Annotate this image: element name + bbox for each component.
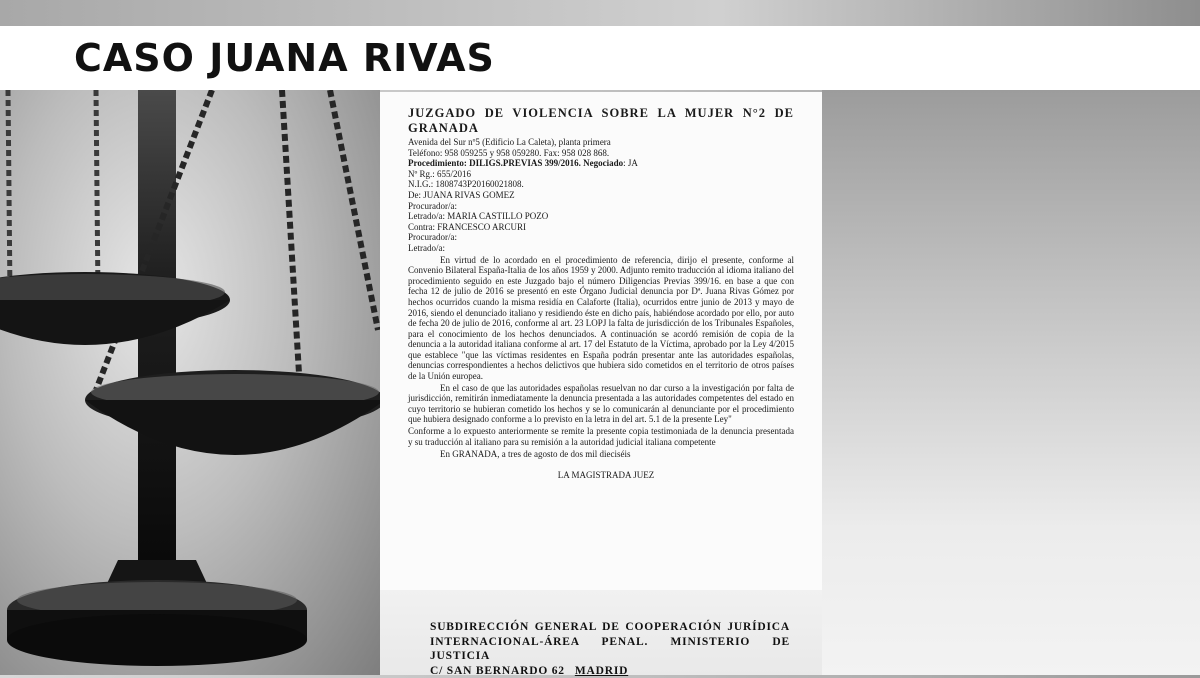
body-paragraph-3: Conforme a lo expuesto anteriormente se remite la presente copia testimoniada de la denuncia presentada y su traducción al italiano para su remisión a la autoridad judicial italiana competente — [408, 426, 794, 447]
chain-left-outer — [8, 90, 10, 295]
court-document — [380, 92, 822, 590]
recipient-line3 — [430, 664, 790, 678]
recipient-line2: INTERNACIONAL-ÁREA PENAL. MINISTERIO DE JUSTICIA — [430, 635, 790, 664]
court-phone: Teléfono: 958 059255 y 958 059280. Fax: 958 028 868. — [408, 148, 794, 159]
recipient-street: C/ SAN BERNARDO 62 — [430, 665, 565, 677]
chain-right-3 — [330, 90, 378, 330]
recipient-line1: SUBDIRECCIÓN GENERAL DE COOPERACIÓN JURÍDICA — [430, 620, 790, 635]
background-right — [822, 90, 1200, 675]
top-background-strip — [0, 0, 1200, 26]
body-paragraph-1: En virtud de lo acordado en el procedimiento de referencia, dirijo el presente, conforme al Convenio Bilateral España-Italia de los años 1959 y 2000. Adjunto remito traducción al idioma italiano del procedimiento seguido en este Juzgado bajo el número Diligencias Previas 399/16. en base a que con fecha 12 de julio de 2016 se presentó en este Órgano Judicial denuncia por Dª. Juana Rivas Gómez por hechos ocurridos cuando la misma residía en Calaforte (Italia), ocurridos entre junio de 2013 y mayo de 2016, siendo el denunciado italiano y residiendo éste en dicho país, habiéndose acordado por ello, por auto de fecha 20 de julio de 2016, conforme al art. 23 LOPJ la falta de jurisdicción de los Tribunales Españoles, para el conocimiento de los hechos denunciados. A continuación se acordó remisión de copia de la denuncia a la autoridad italiana conforme al art. 17 del Estatuto de la Víctima, aprobado por la Ley 4/2015 que establece "que las víctimas residentes en España podrán presentar ante las autoridades españolas, denuncias correspondientes a hechos delictivos que hubiera sido cometidos en el territorio de otros países de la Unión europea. — [408, 255, 794, 382]
recipient-address — [430, 620, 790, 678]
procedure-negociado: : JA — [623, 158, 638, 168]
procurador-plaintiff: Procurador/a: — [408, 201, 794, 212]
date-line: En GRANADA, a tres de agosto de dos mil dieciséis — [408, 449, 794, 460]
letrado-plaintiff: Letrado/a: MARIA CASTILLO POZO — [408, 211, 794, 222]
chain-left-inner — [96, 90, 98, 295]
signer-title: LA MAGISTRADA JUEZ — [408, 470, 794, 481]
procedure-line — [408, 158, 794, 169]
scales-of-justice-image — [0, 90, 380, 675]
headline-bar — [0, 26, 1200, 90]
nig-number: N.I.G.: 1808743P20160021808. — [408, 179, 794, 190]
court-address: Avenida del Sur nº5 (Edificio La Caleta), planta primera — [408, 137, 794, 148]
court-name-line2: GRANADA — [408, 121, 794, 136]
letrado-defendant: Letrado/a: — [408, 243, 794, 254]
recipient-city: MADRID — [575, 665, 628, 677]
plaintiff: De: JUANA RIVAS GOMEZ — [408, 190, 794, 201]
defendant: Contra: FRANCESCO ARCURI — [408, 222, 794, 233]
headline-title: CASO JUANA RIVAS — [74, 36, 495, 80]
procurador-defendant: Procurador/a: — [408, 232, 794, 243]
body-paragraph-2: En el caso de que las autoridades españolas resuelvan no dar curso a la investigación por falta de jurisdicción, remitirán inmediatamente la denuncia presentada a las autoridades competentes del estado en cuyo territorio se hubieran cometido los hechos y se lo comunicarán al denunciante por el procedimiento que hubiera designado conforme a lo previsto en la letra in del art. 5.1 de la presente Ley" — [408, 383, 794, 425]
chain-right-2 — [282, 90, 300, 390]
procedure-label: Procedimiento: DILIGS.PREVIAS 399/2016. Negociado — [408, 158, 623, 168]
court-name-line1: JUZGADO DE VIOLENCIA SOBRE LA MUJER N°2 DE — [408, 106, 794, 121]
registry-number: Nº Rg.: 655/2016 — [408, 169, 794, 180]
